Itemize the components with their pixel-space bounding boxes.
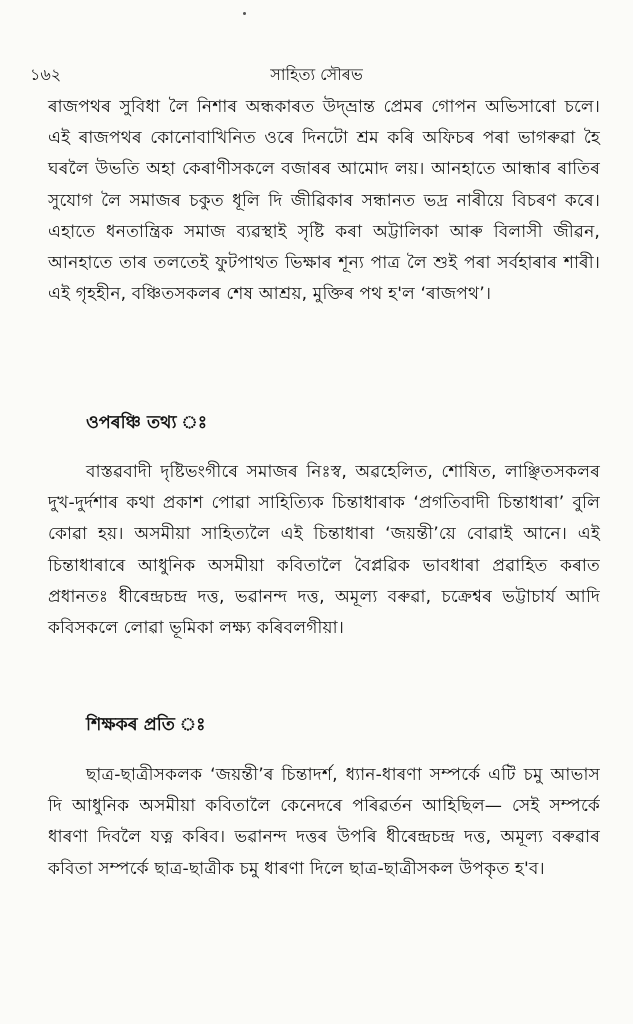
paragraph-teacher-note: ছাত্ৰ-ছাত্ৰীসকলক ‘জয়ন্তী’ৰ চিন্তাদৰ্শ, ধ্যান-ধাৰণা সম্পৰ্কে এটি চমু আভাস দি আধুনিক অসমীয়া কবিতালৈ কেনেদৰে পৰিৱৰ্তন আহিছিল— সেই সম্পৰ্কে ধাৰণা দিবলৈ যত্ন কৰিব। ভৱানন্দ দত্তৰ উপৰি ধীৰেন্দ্ৰচন্দ্ৰ দত্ত, অমূল্য বৰুৱাৰ কবিতা সম্পৰ্কে ছাত্ৰ-ছাত্ৰীক চমু ধাৰণা দিলে ছাত্ৰ-ছাত্ৰীসকল উপকৃত হ'ব। <box>48 765 600 879</box>
page-number: ১৬২ <box>30 65 62 84</box>
heading-additional-info: ওপৰঞ্চি তথ্য ঃ <box>86 413 208 433</box>
print-speck <box>243 12 246 15</box>
page-header <box>30 62 603 86</box>
paragraph-rajpath: ৰাজপথৰ সুবিধা লৈ নিশাৰ অন্ধকাৰত উদ্‌ভ্ৰান্ত প্ৰেমৰ গোপন অভিসাৰো চলে। এই ৰাজপথৰ কোনোবাখিনিত ওৰে দিনটো শ্ৰম কৰি অফিচৰ পৰা ভাগৰুৱা হৈ ঘৰলৈ উভতি অহা কেৰাণীসকলে বজাৰৰ আমোদ লয়। আনহাতে আন্ধাৰ ৰাতিৰ সুযোগ লৈ সমাজৰ চকুত ধূলি দি জীৱিকাৰ সন্ধানত ভদ্ৰ নাৰীয়ে বিচৰণ কৰে। এহাতে ধনতান্ত্ৰিক সমাজ ব্যৱস্থাই সৃষ্টি কৰা অট্টালিকা আৰু বিলাসী জীৱন, আনহাতে তাৰ তলতেই ফুটপাথত ভিক্ষাৰ শূন্য পাত্ৰ লৈ শুই পৰা সৰ্বহাৰাৰ শাৰী। এই গৃহহীন, বঞ্চিতসকলৰ শেষ আশ্ৰয়, মুক্তিৰ পথ হ'ল ‘ৰাজপথ’। <box>48 97 600 305</box>
paragraph-progressive-thought: বাস্তৱবাদী দৃষ্টিভংগীৰে সমাজৰ নিঃস্ব, অৱহেলিত, শোষিত, লাঞ্ছিতসকলৰ দুখ-দুৰ্দশাৰ কথা প্ৰকাশ পোৱা সাহিত্যিক চিন্তাধাৰাক ‘প্ৰগতিবাদী চিন্তাধাৰা’ বুলি কোৱা হয়। অসমীয়া সাহিত্যলৈ এই চিন্তাধাৰা ‘জয়ন্তী’য়ে বোৱাই আনে। এই চিন্তাধাৰাৰে আধুনিক অসমীয়া কবিতালৈ বৈপ্লৱিক ভাবধাৰা প্ৰৱাহিত কৰাত প্ৰধানতঃ ধীৰেন্দ্ৰচন্দ্ৰ দত্ত, ভৱানন্দ দত্ত, অমূল্য বৰুৱা, চক্ৰেশ্বৰ ভট্টাচাৰ্য আদি কবিসকলে লোৱা ভূমিকা লক্ষ্য কৰিবলগীয়া। <box>48 462 600 639</box>
running-title: সাহিত্য সৌৰভ <box>270 65 363 84</box>
heading-to-teacher: শিক্ষকৰ প্ৰতি ঃ <box>86 715 206 735</box>
